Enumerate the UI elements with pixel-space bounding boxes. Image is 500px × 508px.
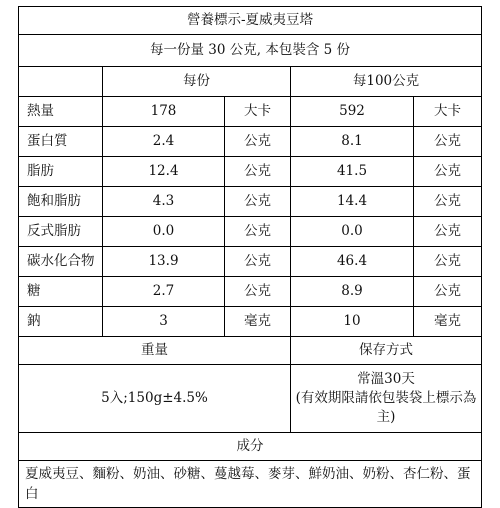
- ingredients-list: 夏威夷豆、麵粉、奶油、砂糖、蔓越莓、麥芽、鮮奶油、奶粉、杏仁粉、蛋白: [19, 461, 482, 508]
- label-title: 營養標示-夏威夷豆塔: [19, 7, 482, 35]
- nutrient-per-serving: 13.9: [103, 247, 225, 277]
- nutrient-row: [19, 127, 482, 157]
- nutrient-unit-serving: 公克: [225, 127, 291, 157]
- storage-value: [291, 365, 482, 433]
- nutrient-name: 蛋白質: [19, 127, 103, 157]
- weight-value: 5入;150g±4.5%: [19, 365, 291, 433]
- nutrient-per-100g: 14.4: [291, 187, 414, 217]
- nutrient-per-serving: 4.3: [103, 187, 225, 217]
- nutrient-row: [19, 97, 482, 127]
- nutrient-unit-100g: 毫克: [414, 307, 482, 337]
- nutrient-per-serving: 3: [103, 307, 225, 337]
- storage-note: (有效期限請依包裝袋上標示為主): [295, 390, 477, 425]
- nutrient-unit-serving: 公克: [225, 157, 291, 187]
- nutrient-row: [19, 307, 482, 337]
- nutrient-per-100g: 41.5: [291, 157, 414, 187]
- nutrient-name: 碳水化合物: [19, 247, 103, 277]
- per-100g-header: 每100公克: [291, 67, 482, 97]
- nutrient-unit-100g: 公克: [414, 127, 482, 157]
- nutrient-per-100g: 0.0: [291, 217, 414, 247]
- nutrient-row: [19, 277, 482, 307]
- nutrient-row: [19, 157, 482, 187]
- nutrient-per-serving: 2.7: [103, 277, 225, 307]
- nutrient-per-100g: 8.9: [291, 277, 414, 307]
- nutrient-per-serving: 178: [103, 97, 225, 127]
- nutrient-unit-100g: 公克: [414, 157, 482, 187]
- header-blank-cell: [19, 67, 103, 97]
- nutrient-name: 熱量: [19, 97, 103, 127]
- nutrient-row: [19, 187, 482, 217]
- nutrient-unit-serving: 大卡: [225, 97, 291, 127]
- nutrient-name: 脂肪: [19, 157, 103, 187]
- nutrient-unit-serving: 毫克: [225, 307, 291, 337]
- nutrient-per-100g: 592: [291, 97, 414, 127]
- nutrient-name: 糖: [19, 277, 103, 307]
- nutrient-row: [19, 217, 482, 247]
- nutrient-unit-100g: 公克: [414, 247, 482, 277]
- nutrient-unit-serving: 公克: [225, 247, 291, 277]
- ingredients-header: 成分: [19, 433, 482, 461]
- per-serving-header: 每份: [103, 67, 291, 97]
- nutrient-per-serving: 12.4: [103, 157, 225, 187]
- nutrient-unit-serving: 公克: [225, 277, 291, 307]
- nutrient-per-100g: 46.4: [291, 247, 414, 277]
- nutrient-per-serving: 0.0: [103, 217, 225, 247]
- nutrient-name: 反式脂肪: [19, 217, 103, 247]
- nutrient-unit-100g: 大卡: [414, 97, 482, 127]
- nutrient-per-serving: 2.4: [103, 127, 225, 157]
- serving-info: 每一份量 30 公克, 本包裝含 5 份: [19, 35, 482, 67]
- nutrient-unit-serving: 公克: [225, 217, 291, 247]
- nutrient-per-100g: 10: [291, 307, 414, 337]
- nutrition-label-table: [18, 6, 482, 508]
- storage-header: 保存方式: [291, 337, 482, 365]
- nutrient-unit-100g: 公克: [414, 277, 482, 307]
- nutrient-unit-100g: 公克: [414, 217, 482, 247]
- nutrient-row: [19, 247, 482, 277]
- weight-header: 重量: [19, 337, 291, 365]
- nutrient-per-100g: 8.1: [291, 127, 414, 157]
- nutrient-unit-100g: 公克: [414, 187, 482, 217]
- nutrient-name: 鈉: [19, 307, 103, 337]
- nutrient-name: 飽和脂肪: [19, 187, 103, 217]
- storage-duration: 常溫30天: [357, 371, 415, 387]
- nutrient-unit-serving: 公克: [225, 187, 291, 217]
